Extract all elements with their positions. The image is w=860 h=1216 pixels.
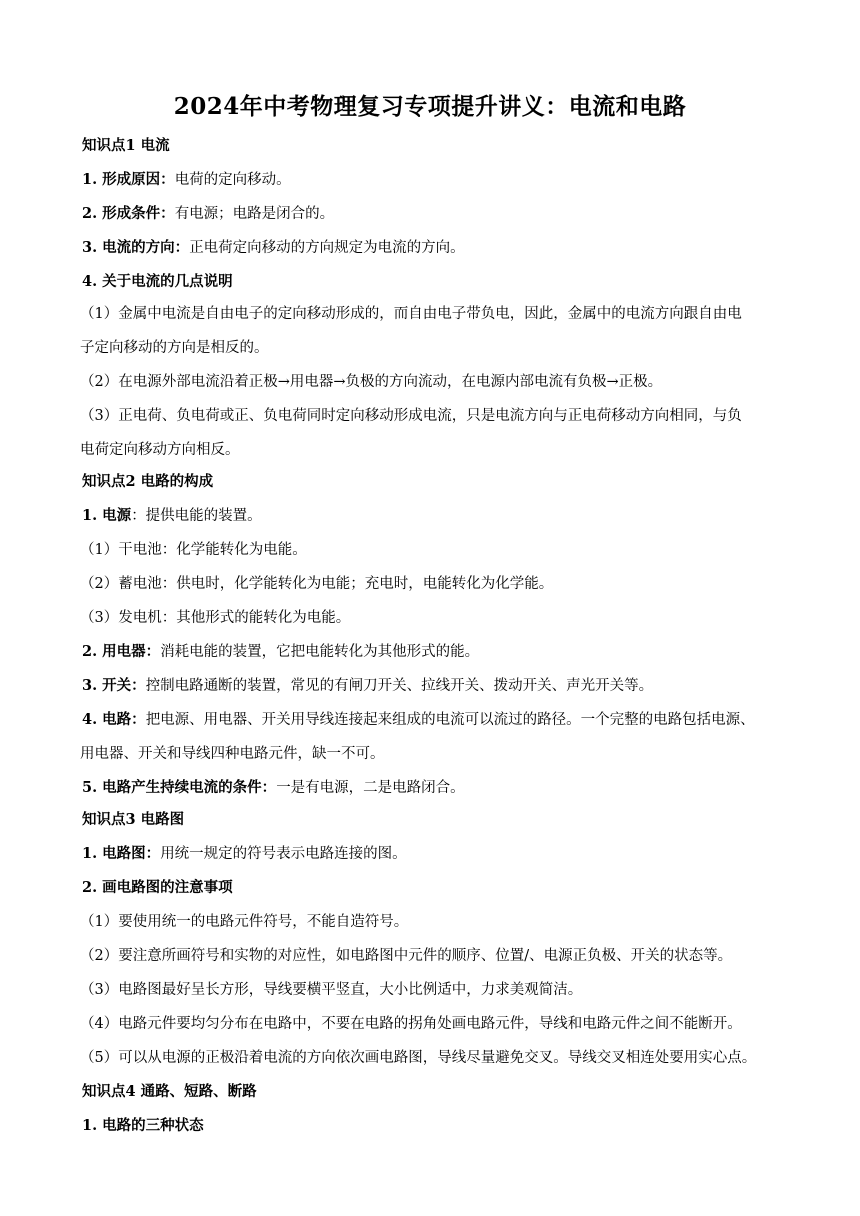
text-line bbox=[82, 238, 782, 258]
line-heading: 4. 电路： bbox=[82, 711, 146, 728]
text-line bbox=[82, 472, 782, 492]
text-line bbox=[80, 574, 780, 594]
text-line bbox=[80, 912, 780, 932]
text-line bbox=[80, 372, 780, 392]
line-text: 电荷的定向移动。 bbox=[174, 172, 291, 188]
text-line bbox=[82, 676, 782, 696]
line-text: （1）干电池：化学能转化为电能。 bbox=[80, 542, 307, 558]
text-line bbox=[82, 170, 782, 190]
text-line bbox=[80, 946, 780, 966]
line-text: （4）电路元件要均匀分布在电路中，不要在电路的拐角处画电路元件，导线和电路元件之间不能断开。 bbox=[80, 1016, 742, 1032]
line-text: ：提供电能的装置。 bbox=[131, 508, 262, 524]
line-text: 正电荷定向移动的方向规定为电流的方向。 bbox=[189, 240, 465, 256]
line-heading: 知识点2 电路的构成 bbox=[82, 473, 214, 490]
line-text: （1）要使用统一的电路元件符号，不能自造符号。 bbox=[80, 914, 409, 930]
text-line bbox=[80, 338, 780, 358]
line-text: 用统一规定的符号表示电路连接的图。 bbox=[160, 846, 407, 862]
line-text: （2）蓄电池：供电时，化学能转化为电能；充电时，电能转化为化学能。 bbox=[80, 576, 554, 592]
text-line bbox=[80, 1014, 780, 1034]
text-line bbox=[80, 1048, 780, 1068]
line-heading: 2. 形成条件： bbox=[82, 205, 175, 222]
line-text: 子定向移动的方向是相反的。 bbox=[80, 340, 269, 356]
line-text: （5）可以从电源的正极沿着电流的方向依次画电路图，导线尽量避免交叉。导线交叉相连处要用实心点。 bbox=[80, 1050, 757, 1066]
text-line bbox=[82, 642, 782, 662]
line-heading: 3. 开关： bbox=[82, 677, 146, 694]
line-text: 控制电路通断的装置，常见的有闸刀开关、拉线开关、拨动开关、声光开关等。 bbox=[145, 678, 654, 694]
line-heading: 3. 电流的方向： bbox=[82, 239, 190, 256]
text-line bbox=[80, 304, 780, 324]
line-heading: 1. 形成原因： bbox=[82, 171, 175, 188]
text-line bbox=[82, 1116, 782, 1136]
line-text: （2）在电源外部电流沿着正极→用电器→负极的方向流动，在电源内部电流有负极→正极。 bbox=[80, 374, 663, 390]
line-text: 用电器、开关和导线四种电路元件，缺一不可。 bbox=[80, 746, 385, 762]
line-heading: 4. 关于电流的几点说明 bbox=[82, 273, 233, 290]
line-heading: 1. 电源 bbox=[82, 507, 132, 524]
line-heading: 2. 画电路图的注意事项 bbox=[82, 879, 233, 896]
line-text: （3）电路图最好呈长方形，导线要横平竖直，大小比例适中，力求美观简洁。 bbox=[80, 982, 583, 998]
line-text: 消耗电能的装置，它把电能转化为其他形式的能。 bbox=[160, 644, 480, 660]
line-heading: 知识点3 电路图 bbox=[82, 811, 185, 828]
line-heading: 知识点4 通路、短路、断路 bbox=[82, 1083, 257, 1100]
text-line bbox=[82, 136, 782, 156]
line-text: 有电源；电路是闭合的。 bbox=[174, 206, 335, 222]
line-heading: 2. 用电器： bbox=[82, 643, 161, 660]
text-line bbox=[80, 744, 780, 764]
text-line bbox=[82, 272, 782, 292]
text-line bbox=[82, 878, 782, 898]
text-line bbox=[80, 980, 780, 1000]
line-text: 电荷定向移动方向相反。 bbox=[80, 442, 240, 458]
line-text: 把电源、用电器、开关用导线连接起来组成的电流可以流过的路径。一个完整的电路包括电源、 bbox=[145, 712, 755, 728]
text-line bbox=[82, 204, 782, 224]
line-text: （3）正电荷、负电荷或正、负电荷同时定向移动形成电流，只是电流方向与正电荷移动方向相同，与负 bbox=[80, 408, 742, 424]
line-text: （1）金属中电流是自由电子的定向移动形成的，而自由电子带负电，因此，金属中的电流方向跟自由电 bbox=[80, 306, 742, 322]
line-heading: 知识点1 电流 bbox=[82, 137, 170, 154]
text-line bbox=[80, 540, 780, 560]
line-heading: 1. 电路的三种状态 bbox=[82, 1117, 204, 1134]
document-title: 2024年中考物理复习专项提升讲义：电流和电路 bbox=[173, 93, 687, 120]
line-text: （2）要注意所画符号和实物的对应性，如电路图中元件的顺序、位置/、电源正负极、开关的状态等。 bbox=[80, 948, 733, 964]
text-line bbox=[80, 406, 780, 426]
text-line bbox=[82, 710, 782, 730]
text-line bbox=[82, 506, 782, 526]
text-line bbox=[82, 1082, 782, 1102]
line-text: 一是有电源，二是电路闭合。 bbox=[276, 780, 465, 796]
text-line bbox=[82, 778, 782, 798]
text-line bbox=[80, 440, 780, 460]
line-text: （3）发电机：其他形式的能转化为电能。 bbox=[80, 610, 351, 626]
text-line bbox=[82, 810, 782, 830]
text-line bbox=[80, 608, 780, 628]
line-heading: 1. 电路图： bbox=[82, 845, 161, 862]
line-heading: 5. 电路产生持续电流的条件： bbox=[82, 779, 277, 796]
text-line bbox=[82, 844, 782, 864]
